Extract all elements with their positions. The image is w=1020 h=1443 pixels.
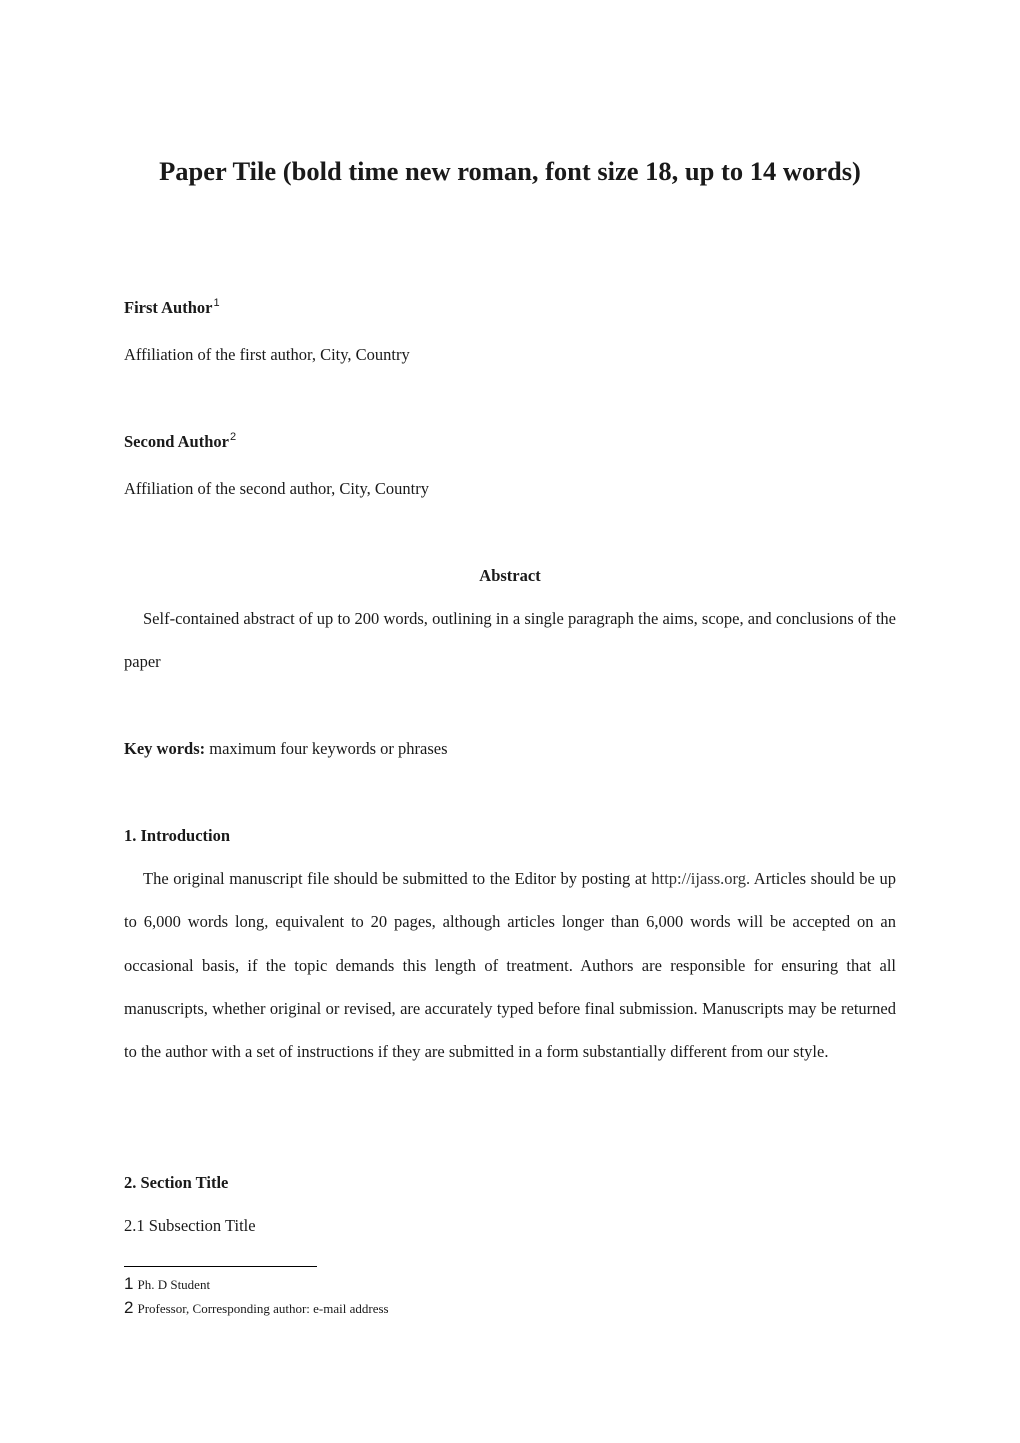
second-author-name: Second Author xyxy=(124,432,229,451)
section-heading-2: 2. Section Title xyxy=(124,1173,229,1192)
abstract-text: Self-contained abstract of up to 200 words, outlining in a single paragraph the aims, scope, and conclusions of the paper xyxy=(124,609,896,672)
introduction-paragraph xyxy=(124,857,896,1073)
keywords-text: maximum four keywords or phrases xyxy=(205,739,448,758)
abstract-heading: Abstract xyxy=(479,566,541,585)
keywords-line xyxy=(124,739,448,759)
footnote-1 xyxy=(124,1274,210,1294)
second-author-footnote-marker[interactable]: 2 xyxy=(229,431,237,443)
second-author xyxy=(124,432,236,452)
first-author-footnote-marker[interactable]: 1 xyxy=(213,297,220,309)
first-author-name: First Author xyxy=(124,298,213,317)
footnote-2 xyxy=(124,1298,389,1318)
first-author xyxy=(124,298,220,318)
keywords-label: Key words: xyxy=(124,739,206,758)
second-author-affiliation: Affiliation of the second author, City, Country xyxy=(124,479,430,498)
introduction-text-after-link: Articles should be up to 6,000 words long, equivalent to 20 pages, although articles longer than 6,000 words will be accepted on an occasional basis, if the topic demands this length of treatment. Authors are responsible for ensuring that all manuscripts, whether original or revised, are accurately typed before final submission. Manuscripts may be returned to the author with a set of instructions if they are submitted in a form substantially different from our style. xyxy=(124,869,896,1062)
paper-title: Paper Tile (bold time new roman, font size 18, up to 14 words) xyxy=(159,156,861,186)
footnote-separator xyxy=(124,1266,317,1267)
footnote-1-number: 1 xyxy=(124,1274,134,1293)
footnote-1-text: Ph. D Student xyxy=(137,1277,211,1292)
submission-link[interactable]: http://ijass.org. xyxy=(651,869,751,888)
section-heading-introduction: 1. Introduction xyxy=(124,826,231,845)
first-author-affiliation: Affiliation of the first author, City, Country xyxy=(124,345,410,364)
introduction-text-before-link: The original manuscript file should be submitted to the Editor by posting at xyxy=(143,869,652,888)
footnote-2-text: Professor, Corresponding author: e-mail address xyxy=(137,1301,389,1316)
footnote-2-number: 2 xyxy=(124,1298,134,1317)
subsection-heading-2-1: 2.1 Subsection Title xyxy=(124,1216,256,1235)
